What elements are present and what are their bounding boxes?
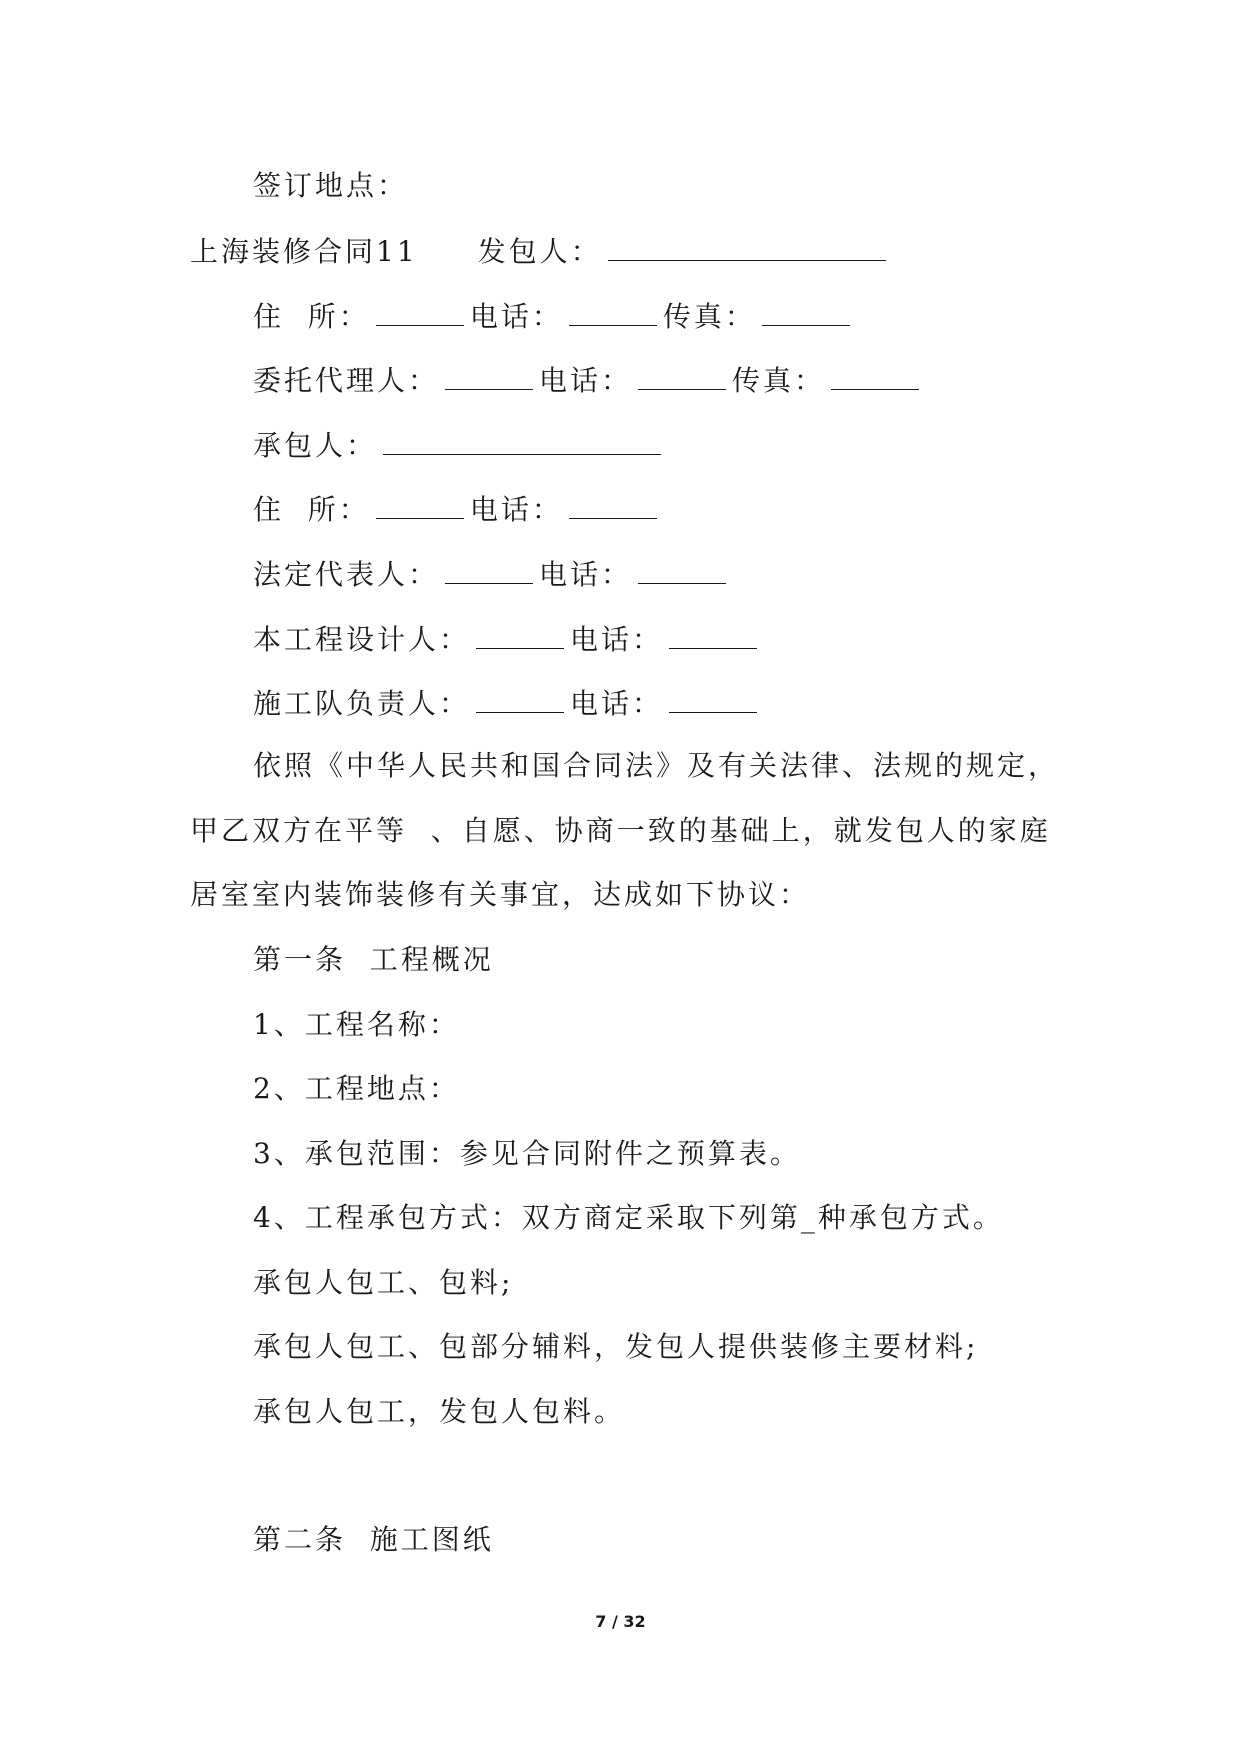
agent-label: 委托代理人： xyxy=(253,364,440,397)
doc-title: 上海装修合同11 xyxy=(190,235,418,268)
phone-blank xyxy=(638,559,726,584)
phone-blank xyxy=(569,301,657,326)
agent-line xyxy=(253,365,925,395)
legal-rep-line xyxy=(253,559,732,589)
fax-blank xyxy=(762,301,850,326)
phone-label: 电话： xyxy=(570,623,664,656)
employer-blank xyxy=(608,236,886,261)
phone-blank xyxy=(669,688,757,713)
project-location: 2、工程地点： xyxy=(253,1072,460,1105)
legal-rep-label: 法定代表人： xyxy=(253,558,440,591)
page-number: 7 / 32 xyxy=(595,1612,646,1631)
agent-blank xyxy=(445,365,533,390)
contract-scope: 3、承包范围：参见合同附件之预算表。 xyxy=(253,1137,801,1170)
contractor-address-line xyxy=(253,494,663,524)
phone-blank xyxy=(569,494,657,519)
designer-label: 本工程设计人： xyxy=(253,623,471,656)
address-blank xyxy=(376,301,464,326)
crew-leader-blank xyxy=(476,688,564,713)
method-option-2: 承包人包工、包部分辅料，发包人提供装修主要材料; xyxy=(253,1330,979,1363)
employer-line xyxy=(190,236,892,266)
phone-blank xyxy=(638,365,726,390)
signing-location-label: 签订地点： xyxy=(253,169,409,202)
preamble-line-2: 甲乙双方在平等 、自愿、协商一致的基础上，就发包人的家庭 xyxy=(190,814,1051,847)
phone-label: 电话： xyxy=(469,300,563,333)
designer-blank xyxy=(476,624,564,649)
employer-address-line xyxy=(253,301,856,331)
crew-leader-line xyxy=(253,688,763,718)
method-option-3: 承包人包工，发包人包料。 xyxy=(253,1395,626,1428)
fax-blank xyxy=(831,365,919,390)
contract-method: 4、工程承包方式：双方商定采取下列第_种承包方式。 xyxy=(253,1201,1004,1234)
preamble-line-1: 依照《中华人民共和国合同法》及有关法律、法规的规定， xyxy=(253,749,1060,782)
phone-label: 电话： xyxy=(539,364,633,397)
fax-label: 传真： xyxy=(662,300,756,333)
article-1-heading: 第一条 工程概况 xyxy=(253,943,494,976)
designer-line xyxy=(253,624,763,654)
contractor-blank xyxy=(383,430,661,455)
preamble-line-3: 居室室内装饰装修有关事宜，达成如下协议： xyxy=(190,878,811,911)
phone-label: 电话： xyxy=(539,558,633,591)
address-blank xyxy=(376,494,464,519)
address-label: 住 所： xyxy=(253,300,370,333)
signing-location xyxy=(253,169,409,202)
contractor-line xyxy=(253,430,667,460)
legal-rep-blank xyxy=(445,559,533,584)
crew-leader-label: 施工队负责人： xyxy=(253,687,471,720)
address-label: 住 所： xyxy=(253,493,370,526)
phone-label: 电话： xyxy=(570,687,664,720)
project-name: 1、工程名称： xyxy=(253,1008,460,1041)
method-option-1: 承包人包工、包料; xyxy=(253,1266,514,1299)
employer-label: 发包人： xyxy=(477,235,602,268)
fax-label: 传真： xyxy=(732,364,826,397)
phone-label: 电话： xyxy=(469,493,563,526)
article-2-heading: 第二条 施工图纸 xyxy=(253,1523,494,1556)
phone-blank xyxy=(669,624,757,649)
contractor-label: 承包人： xyxy=(253,429,378,462)
